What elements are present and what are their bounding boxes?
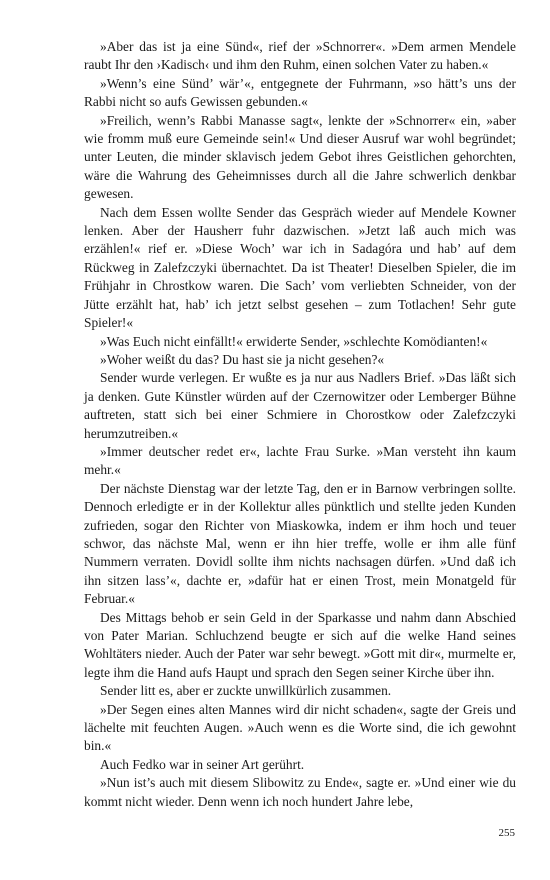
paragraph: Des Mittags behob er sein Geld in der Sparkasse und nahm dann Abschied von Pater Marian. Schluchzend beugte er sich auf die welke Hand seines Wohltäters nieder. Auch der Pater war sehr bewegt. »Gott mit dir«, murmelte er, legte ihm die Hand aufs Haupt und sprach den Segen seiner Kirche über ihn.	[84, 609, 516, 680]
paragraph: »Nun ist’s auch mit diesem Slibowitz zu Ende«, sagte er. »Und einer wie du kommt nicht wieder. Denn wenn ich noch hundert Jahre lebe,	[84, 775, 516, 809]
paragraph: Sender wurde verlegen. Er wußte es ja nur aus Nadlers Brief. »Das läßt sich ja denken. Gute Künstler würden auf der Czernowitzer oder Lemberger Bühne auftreten, statt sich bei einer Schmiere in Chorostkow oder Zalefzczyki herumzutreiben.«	[84, 370, 516, 441]
body-text	[84, 38, 516, 811]
paragraph: Sender litt es, aber er zuckte unwillkürlich zusammen.	[100, 683, 392, 699]
paragraph: »Immer deutscher redet er«, lachte Frau Surke. »Man versteht ihn kaum mehr.«	[84, 443, 516, 478]
paragraph: »Wenn’s eine Sünd’ wär’«, entgegnete der Fuhrmann, »so hätt’s uns der Rabbi nicht so aufs Gewissen gebunden.«	[84, 75, 516, 110]
paragraph: Der nächste Dienstag war der letzte Tag, den er in Barnow verbringen sollte. Dennoch erledigte er in der Kollektur alles pünktlich und stellte jeden Kunden zufrieden, sogar den Richter von Miaskowka, indem er ihm hoch und teuer schwor, das nächste Mal, wenn er ihn hier treffe, wolle er ihm alle fünf Nummern verraten. Dovidl sollte ihm nichts nachsagen dürfen. »Und daß ich ihn sitzen lass’«, dachte er, »dafür hat er einen Trost, mein Monatgeld für Februar.«	[84, 480, 516, 607]
paragraph: »Freilich, wenn’s Rabbi Manasse sagt«, lenkte der »Schnorrer« ein, »aber wie fromm muß eure Gemeinde sein!« Und dieser Ausruf war wohl begründet; unter Leuten, die minder sklavisch jedem Gebot ihres Geistlichen gehorchten, wäre die Wahrung des Geheimnisses durch all die Jahre schwerlich denkbar gewesen.	[84, 112, 516, 202]
paragraph: Nach dem Essen wollte Sender das Gespräch wieder auf Mendele Kowner lenken. Aber der Hausherr fuhr dazwischen. »Jetzt laß auch mich was erzählen!« rief er. »Diese Woch’ war ich in Sadagóra und hab’ auf dem Rückweg in Zalefzczyki übernachtet. Da ist Theater! Dieselben Spieler, die im Frühjahr in Chrostkow waren. Die Sach’ vom verliebten Schneider, von der Jütte erzählt hat, hab’ ich jetzt selbst gesehen – zum Totlachen! Sehr gute Spieler!«	[84, 204, 516, 331]
paragraph: »Was Euch nicht einfällt!« erwiderte Sender, »schlechte Komödianten!«	[100, 333, 488, 349]
paragraph: »Der Segen eines alten Mannes wird dir nicht schaden«, sagte der Greis und lächelte mit feuchten Augen. »Auch wenn es die Worte sind, die ich gewohnt bin.«	[84, 701, 516, 754]
paragraph: »Woher weißt du das? Du hast sie ja nicht gesehen?«	[100, 351, 385, 367]
page-number: 255	[498, 827, 515, 839]
paragraph: »Aber das ist ja eine Sünd«, rief der »Schnorrer«. »Dem armen Mendele raubt Ihr den ›Kadisch‹ und ihm den Ruhm, einen solchen Vater zu haben.«	[84, 39, 516, 73]
paragraph: Auch Fedko war in seiner Art gerührt.	[100, 756, 305, 772]
